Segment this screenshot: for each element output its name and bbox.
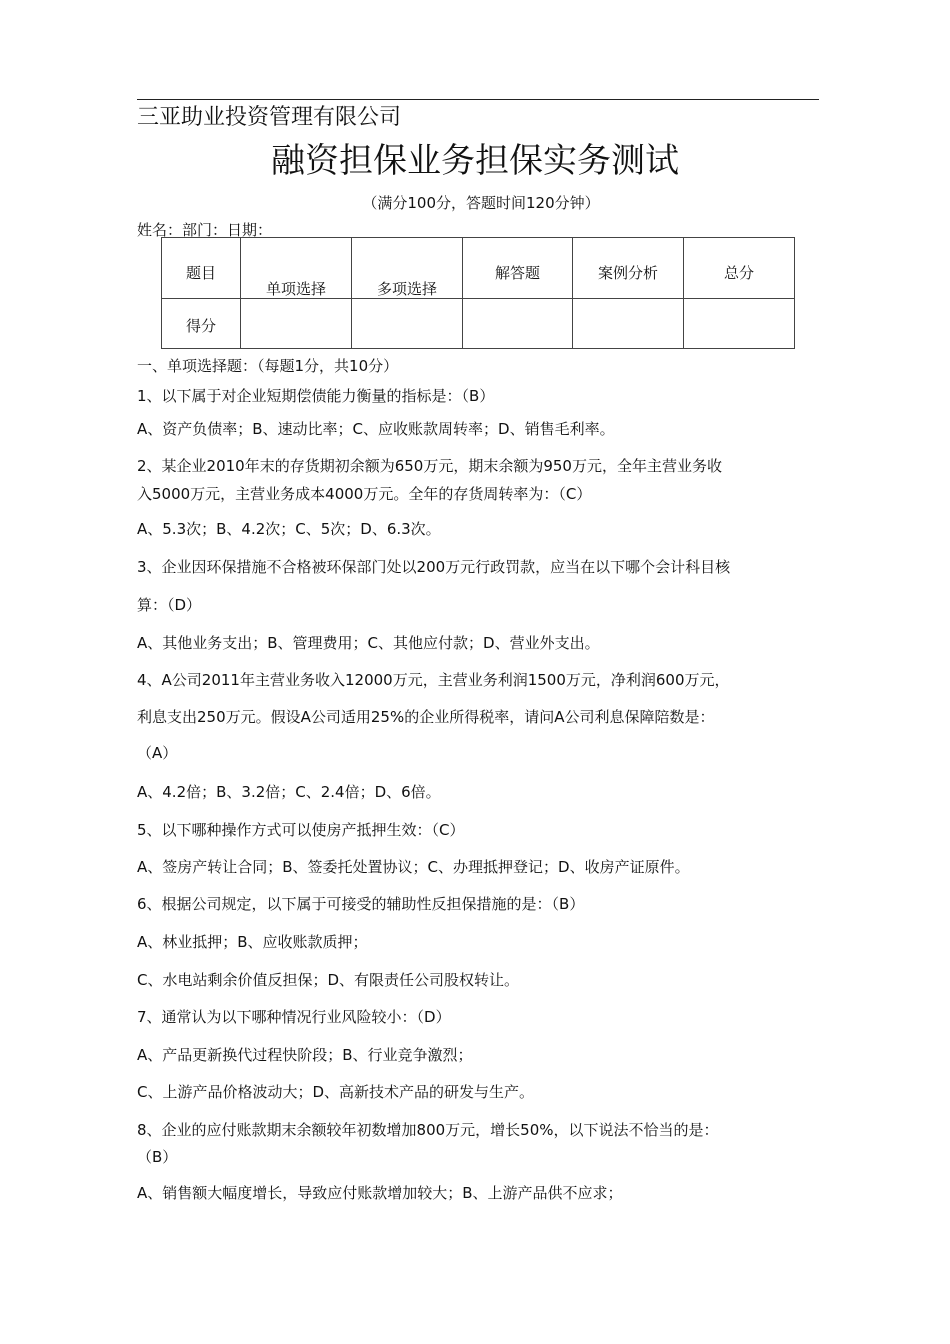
answer-options: A、5.3次；B、4.2次；C、5次；D、6.3次。 <box>137 520 441 538</box>
question-text-continued: 算：（D） <box>137 596 202 614</box>
header-cell <box>463 238 573 299</box>
answer-options: A、4.2倍；B、3.2倍；C、2.4倍；D、6倍。 <box>137 783 441 801</box>
score-cell[interactable] <box>352 299 463 349</box>
question-text-continued: 利息支出250万元。假设A公司适用25%的企业所得税率，请问A公司利息保障陪数是： <box>137 708 715 726</box>
header-cell <box>684 238 795 299</box>
score-table-header-row <box>162 238 795 299</box>
exam-subtitle: （满分100分，答题时间120分钟） <box>362 194 600 212</box>
question-text: 8、企业的应付账款期末余额较年初数增加800万元，增长50%，以下说法不恰当的是： <box>137 1121 719 1139</box>
question-text: 4、A公司2011年主营业务收入12000万元，主营业务利润1500万元，净利润600万元， <box>137 671 730 689</box>
answer-options: A、签房产转让合同；B、签委托处置协议；C、办理抵押登记；D、收房产证原件。 <box>137 858 690 876</box>
question-answer: （A） <box>137 744 178 762</box>
name-dept-date-line: 姓名：部门：日期： <box>137 221 273 239</box>
answer-options: A、资产负债率；B、速动比率；C、应收账款周转率；D、销售毛利率。 <box>137 420 615 438</box>
question-text: 7、通常认为以下哪种情况行业风险较小：（D） <box>137 1008 451 1026</box>
question-text: 1、以下属于对企业短期偿债能力衡量的指标是：（B） <box>137 387 495 405</box>
header-cell <box>352 238 463 299</box>
company-name: 三亚助业投资管理有限公司 <box>137 105 402 130</box>
answer-options: A、其他业务支出；B、管理费用；C、其他应付款；D、营业外支出。 <box>137 634 600 652</box>
question-text: 6、根据公司规定，以下属于可接受的辅助性反担保措施的是：（B） <box>137 895 585 913</box>
header-label: 单项选择 <box>265 280 326 298</box>
document-title: 融资担保业务担保实务测试 <box>271 141 679 181</box>
section-heading: 一、单项选择题：（每题1分，共10分） <box>137 357 399 375</box>
header-cell <box>162 238 241 299</box>
score-cell[interactable] <box>573 299 684 349</box>
header-cell <box>241 238 352 299</box>
question-text: 3、企业因环保措施不合格被环保部门处以200万元行政罚款，应当在以下哪个会计科目核 <box>137 558 731 576</box>
header-label: 多项选择 <box>376 280 437 298</box>
row-label: 得分 <box>185 317 216 335</box>
answer-options: A、销售额大幅度增长，导致应付账款增加较大；B、上游产品供不应求； <box>137 1184 623 1202</box>
header-label: 案例分析 <box>597 264 658 282</box>
score-cell[interactable] <box>463 299 573 349</box>
question-text-continued: 入5000万元，主营业务成本4000万元。全年的存货周转率为：（C） <box>137 485 592 503</box>
header-cell <box>573 238 684 299</box>
score-cell[interactable] <box>241 299 352 349</box>
header-label: 解答题 <box>494 264 540 282</box>
answer-options: A、林业抵押；B、应收账款质押； <box>137 933 368 951</box>
answer-options: C、上游产品价格波动大；D、高新技术产品的研发与生产。 <box>137 1083 535 1101</box>
score-cell[interactable] <box>684 299 795 349</box>
score-table-score-row <box>162 299 795 349</box>
header-label: 题目 <box>185 264 216 282</box>
score-table <box>161 237 795 349</box>
question-text: 2、某企业2010年末的存货期初余额为650万元，期末余额为950万元，全年主营业务收 <box>137 457 722 475</box>
header-label: 总分 <box>723 264 754 282</box>
row-label-cell <box>162 299 241 349</box>
answer-options: A、产品更新换代过程快阶段；B、行业竞争激烈； <box>137 1046 473 1064</box>
question-text: 5、以下哪种操作方式可以使房产抵押生效：（C） <box>137 821 465 839</box>
answer-options: C、水电站剩余价值反担保；D、有限责任公司股权转让。 <box>137 971 520 989</box>
question-answer: （B） <box>137 1148 178 1166</box>
